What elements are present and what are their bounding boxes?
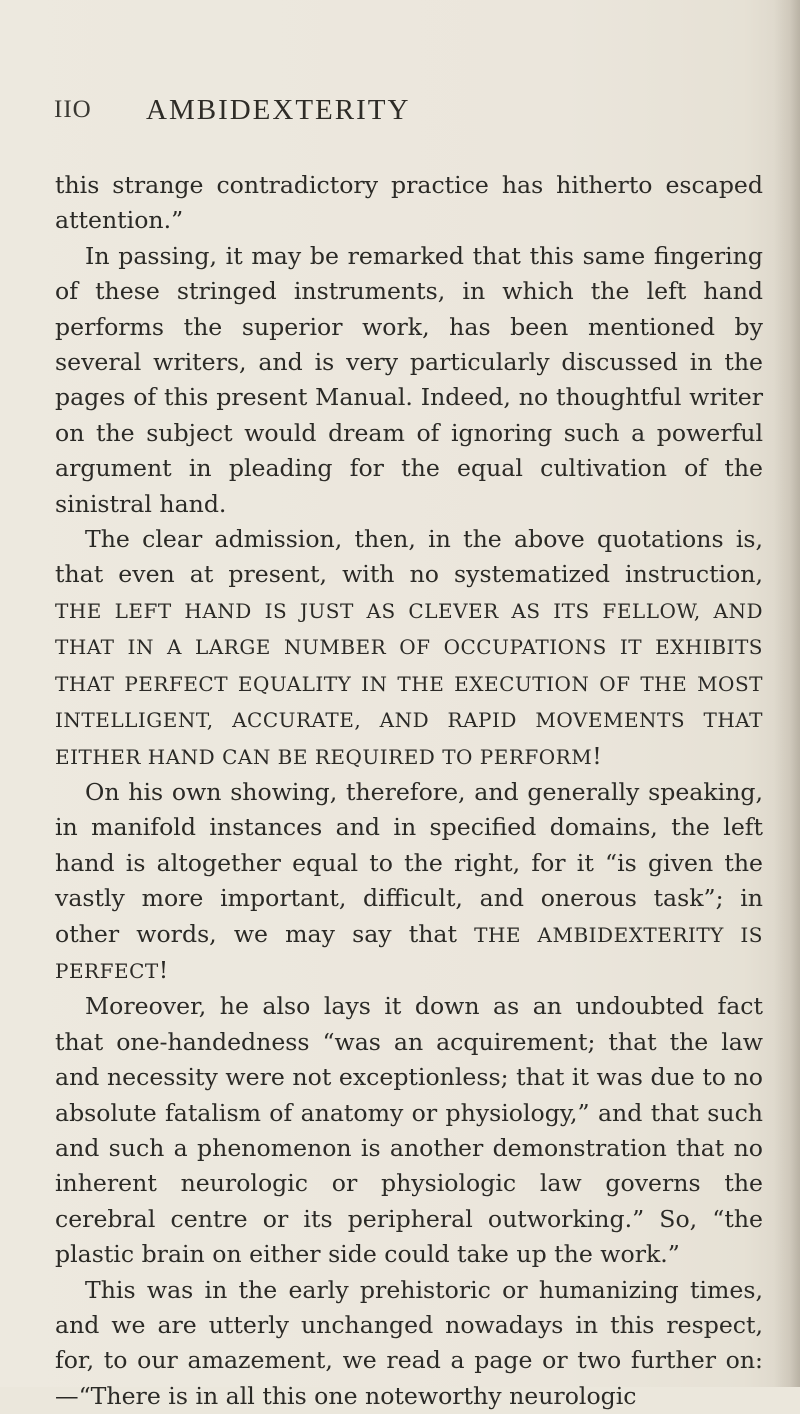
running-title: AMBIDEXTERITY [146, 94, 411, 126]
paragraph-4 [55, 775, 763, 989]
paragraph-2 [55, 239, 763, 522]
paragraph-3-text: The clear admission, then, in the above quotations is, that even at present, with no systematized instruction, [55, 525, 763, 589]
body-text [55, 168, 763, 1414]
paragraph-6 [55, 1273, 763, 1414]
paragraph-4-small-caps: THE AMBIDEXTERITY IS PERFECT [55, 922, 763, 983]
paragraph-3-end: ! [592, 741, 602, 770]
paragraph-3-small-caps: THE LEFT HAND IS JUST AS CLEVER AS ITS FELLOW, AND THAT IN A LARGE NUMBER OF OCCUPATIONS IT EXHIBITS THAT PERFECT EQUALITY IN THE EXECUTION OF THE MOST INTELLIGENT, ACCURATE, AND RAPID MOVEMENTS THAT EITHER HAND CAN BE REQUIRED TO PERFORM [55, 598, 763, 769]
paragraph-2-text: In passing, it may be remarked that this same fingering of these stringed instruments, in which the left hand performs the superior work, has been mentioned by several writers, and is very particularly discussed in the pages of this present Manual. Indeed, no thoughtful writer on the subject would dream of ignoring such a powerful argument in pleading for the equal cultivation of the sinistral hand. [55, 241, 763, 518]
page-edge-shadow [774, 0, 800, 1387]
paragraph-5-text: Moreover, he also lays it down as an undoubted fact that one-handedness “was an acquirement; that the law and necessity were not exceptionless; that it was due to no absolute fatalism of anatomy or physiology,” and that such and such a phenomenon is another demonstration that no inherent neurologic or physiologic law governs the cerebral centre or its peripheral outworking.” So, “the plastic brain on either side could take up the work.” [55, 992, 763, 1269]
paragraph-5 [55, 989, 763, 1272]
paragraph-6-text: This was in the early prehistoric or humanizing times, and we are utterly unchanged nowadays in this respect, for, to our amazement, we read a page or two further on:—“There is in all this one noteworthy neurologic [55, 1275, 763, 1410]
paragraph-1 [55, 168, 763, 239]
paragraph-4-end: ! [158, 955, 169, 984]
paragraph-1-text: this strange contradictory practice has hitherto escaped attention.” [55, 171, 763, 235]
paragraph-3 [55, 522, 763, 775]
paragraph-4-text: On his own showing, therefore, and generally speaking, in manifold instances and in specified domains, the left hand is altogether equal to the right, for it “is given the vastly more important, difficult, and onerous task”; in other words, we may say that [55, 777, 763, 948]
page-number: IIO [54, 96, 92, 123]
running-head [54, 96, 764, 136]
